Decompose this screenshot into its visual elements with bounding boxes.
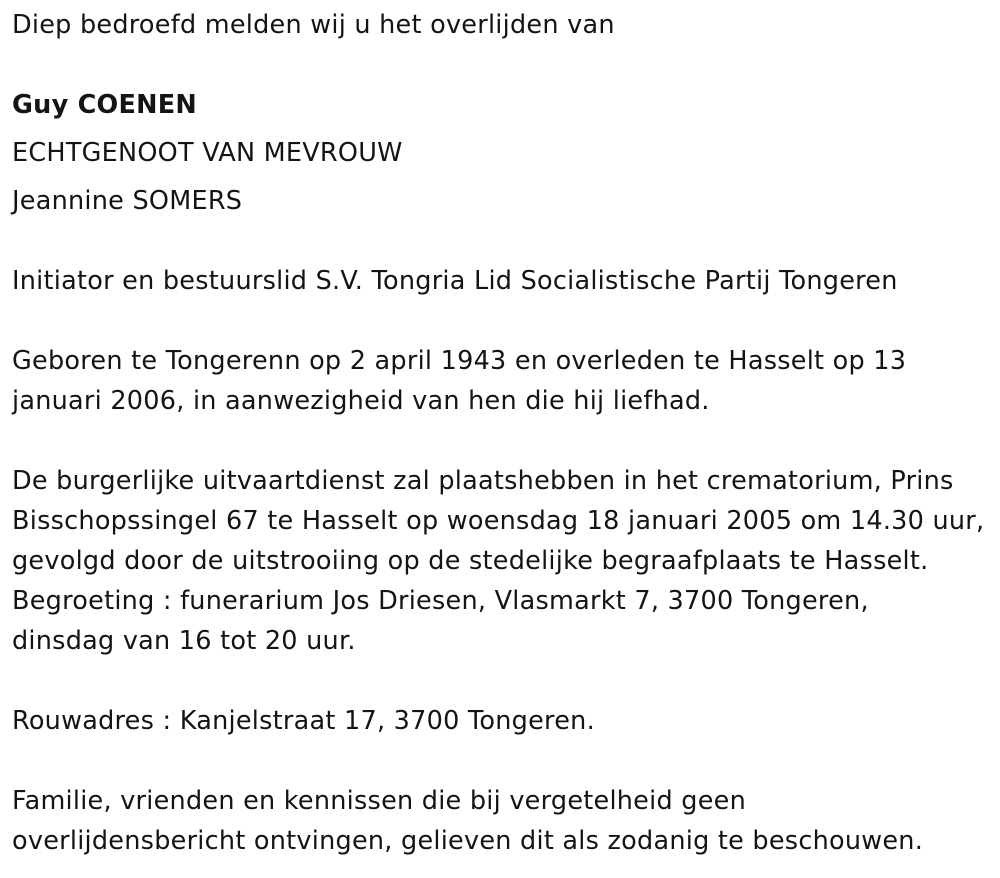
ceremony-line: Begroeting : funerarium Jos Driesen, Vlasmarkt 7, 3700 Tongeren, [12,586,869,616]
birth-death-line: Geboren te Tongerenn op 2 april 1943 en overleden te Hasselt op 13 [12,346,907,376]
ceremony-line: dinsdag van 16 tot 20 uur. [12,626,356,656]
closing-line: Familie, vrienden en kennissen die bij vergetelheid geen [12,786,746,816]
ceremony-line: De burgerlijke uitvaartdienst zal plaatshebben in het crematorium, Prins [12,466,954,496]
spouse-name: Jeannine SOMERS [12,186,243,216]
roles-text: Initiator en bestuurslid S.V. Tongria Lid Socialistische Partij Tongeren [12,266,898,296]
ceremony-line: Bisschopssingel 67 te Hasselt op woensdag 18 januari 2005 om 14.30 uur, [12,506,985,536]
relation-text: ECHTGENOOT VAN MEVROUW [12,138,403,168]
mourning-address: Rouwadres : Kanjelstraat 17, 3700 Tongeren. [12,706,595,736]
birth-death-line: januari 2006, in aanwezigheid van hen die hij liefhad. [12,386,710,416]
ceremony-line: gevolgd door de uitstrooiing op de stedelijke begraafplaats te Hasselt. [12,546,929,576]
deceased-name: Guy COENEN [12,90,197,120]
intro-text: Diep bedroefd melden wij u het overlijden van [12,10,615,40]
closing-line: overlijdensbericht ontvingen, gelieven dit als zodanig te beschouwen. [12,826,924,856]
